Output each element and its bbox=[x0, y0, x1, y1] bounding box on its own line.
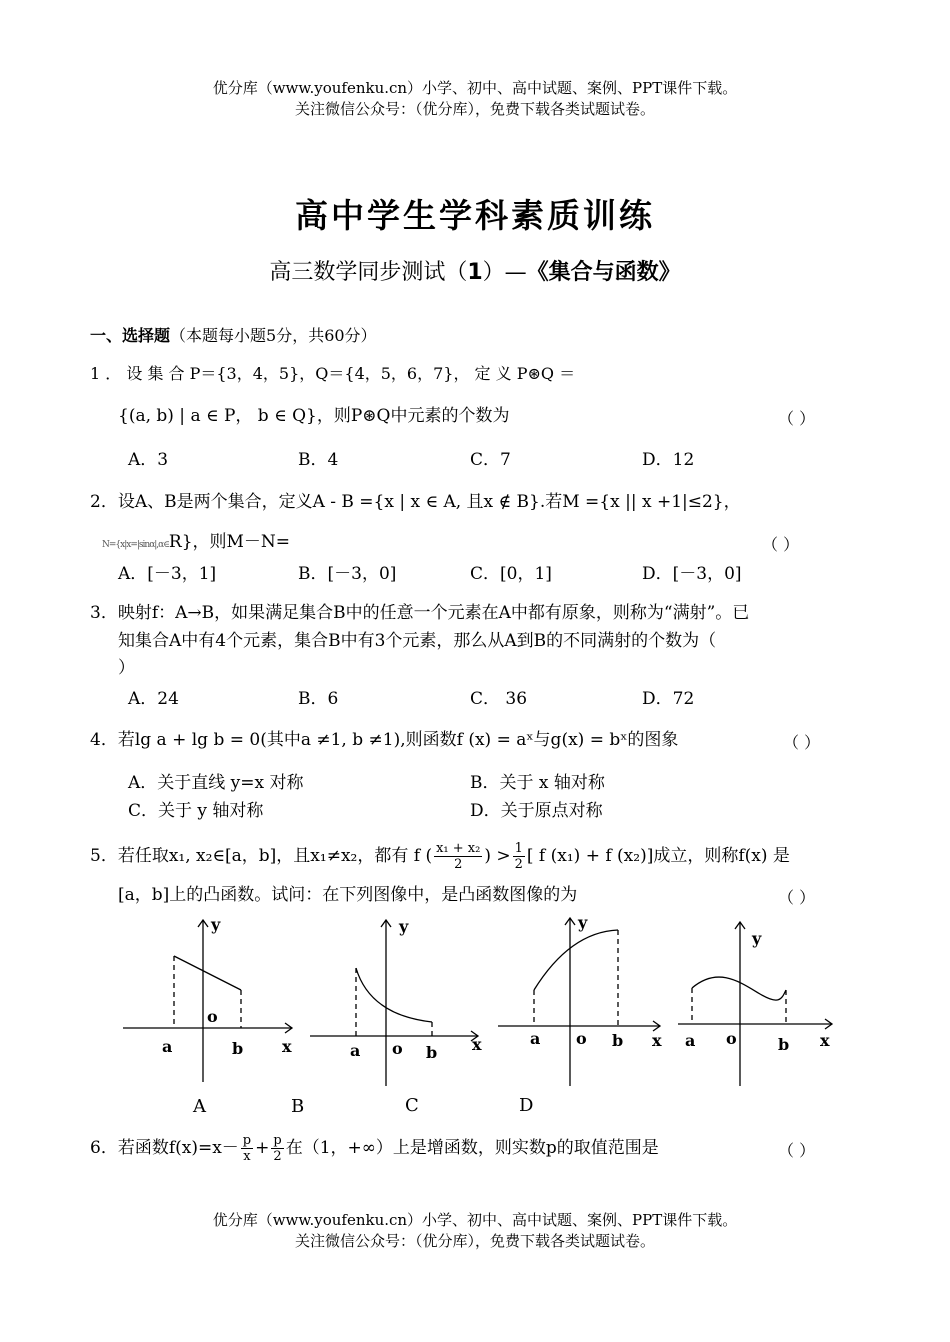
section-label: 一、选择题 bbox=[90, 326, 171, 345]
graph-b-a-label: a bbox=[350, 1041, 361, 1060]
q1-option-c: C．7 bbox=[470, 450, 511, 470]
q6-frac1-num: p bbox=[242, 1133, 252, 1148]
q5-frac2-den: 2 bbox=[514, 857, 523, 872]
q1-line2: {(a, b) | a ∈ P， b ∈ Q}，则P⊛Q中元素的个数为 bbox=[118, 406, 510, 426]
graph-b-o-label: o bbox=[392, 1039, 403, 1058]
q5-answer-paren: （ ） bbox=[778, 888, 816, 907]
q2-noise: N={x|x=|sinα|,α∈ bbox=[102, 540, 169, 550]
footer-line-2: 关注微信公众号：（优分库），免费下载各类试题试卷。 bbox=[294, 1232, 655, 1250]
graph-d-o-label: o bbox=[726, 1029, 737, 1048]
graph-d-x-label: x bbox=[820, 1031, 830, 1050]
graph-a-b-label: b bbox=[232, 1039, 244, 1058]
page-subtitle bbox=[0, 255, 950, 286]
q3-option-c: C． 36 bbox=[470, 689, 528, 709]
graph-c-x-label: x bbox=[652, 1031, 662, 1050]
q6-prefix: 6．若函数f(x)=x－ bbox=[90, 1138, 239, 1158]
q1-option-a: A．3 bbox=[128, 450, 169, 470]
graph-d-curve bbox=[692, 977, 786, 1000]
q4-option-a: A．关于直线 y=x 对称 bbox=[128, 773, 304, 793]
q5-line1 bbox=[90, 836, 790, 876]
q1-answer-paren: （ ） bbox=[778, 409, 816, 428]
q4-line1: 4．若lg a + lg b = 0(其中a ≠1, b ≠1),则函数f (x) = aˣ与g(x) = bˣ的图象 bbox=[90, 730, 679, 750]
graph-b-x-label: x bbox=[472, 1035, 482, 1054]
q5-suffix: [ f (x₁) + f (x₂)]成立，则称f(x) 是 bbox=[526, 846, 790, 866]
q3-option-d: D．72 bbox=[642, 689, 695, 709]
q6-frac2 bbox=[271, 1133, 283, 1164]
graph-c-a-label: a bbox=[530, 1029, 541, 1048]
graph-label-c: C bbox=[405, 1095, 419, 1116]
graph-a-curve bbox=[174, 956, 241, 990]
graph-b-curve bbox=[356, 968, 432, 1022]
header-line-1: 优分库（www.youfenku.cn）小学、初中、高中试题、案例、PPT课件下载。 bbox=[212, 79, 738, 97]
q3-line2: 知集合A中有4个元素，集合B中有3个元素，那么从A到B的不同满射的个数为（ bbox=[118, 631, 717, 651]
q2-line2-text: R}，则M－N= bbox=[168, 532, 291, 552]
q1-line1: 1 ． 设 集 合 P＝{3，4，5}，Q＝{4，5，6，7}， 定 义 P⊛Q ＝ bbox=[90, 364, 576, 383]
q5-frac2-num: 1 bbox=[514, 841, 523, 856]
section-note: （本题每小题5分，共60分） bbox=[170, 326, 377, 345]
graph-b bbox=[310, 920, 478, 1086]
footer-line-1: 优分库（www.youfenku.cn）小学、初中、高中试题、案例、PPT课件下载。 bbox=[212, 1211, 738, 1229]
q5-frac2 bbox=[513, 841, 525, 872]
q5-frac1 bbox=[434, 841, 482, 872]
q2-answer-paren: （ ） bbox=[762, 535, 800, 554]
graph-c-curve bbox=[534, 930, 618, 990]
q2-line2 bbox=[102, 530, 290, 557]
q3-option-a: A．24 bbox=[128, 689, 179, 709]
q6-plus: + bbox=[255, 1138, 270, 1158]
q5-frac1-den: 2 bbox=[454, 857, 463, 872]
graph-c-o-label: o bbox=[576, 1029, 587, 1048]
q4-option-c: C．关于 y 轴对称 bbox=[128, 801, 264, 821]
header-line-2: 关注微信公众号：（优分库），免费下载各类试题试卷。 bbox=[294, 100, 655, 118]
q3-option-b: B．6 bbox=[298, 689, 339, 709]
q3-line1: 3．映射f：A→B，如果满足集合B中的任意一个元素在A中都有原象，则称为“满射”。已 bbox=[90, 603, 750, 623]
q2-option-b: B．[－3，0] bbox=[298, 564, 397, 584]
q1-option-b: B．4 bbox=[298, 450, 339, 470]
q6-frac2-num: p bbox=[273, 1133, 282, 1148]
q2-option-a: A．[－3，1] bbox=[118, 564, 217, 584]
subtitle-mid: ）— bbox=[482, 260, 527, 285]
graph-label-b: B bbox=[291, 1096, 305, 1117]
q4-answer-paren: （ ） bbox=[783, 733, 821, 752]
graph-c bbox=[498, 918, 660, 1086]
subtitle-bold: 《集合与函数》 bbox=[526, 260, 681, 285]
q5-prefix: 5．若任取x₁, x₂∈[a，b]，且x₁≠x₂，都有 f ( bbox=[90, 846, 433, 866]
q6-frac1-den: x bbox=[243, 1149, 251, 1164]
q5-graphs bbox=[0, 910, 950, 1120]
graph-a bbox=[123, 920, 292, 1082]
q1-option-d: D．12 bbox=[642, 450, 695, 470]
graph-d-a-label: a bbox=[685, 1031, 696, 1050]
graph-b-y-label: y bbox=[399, 917, 409, 936]
q5-line2: [a，b]上的凸函数。试问：在下列图像中，是凸函数图像的为 bbox=[118, 885, 578, 905]
q2-option-c: C．[0，1] bbox=[470, 564, 552, 584]
q6-suffix: 在（1，+∞）上是增函数，则实数p的取值范围是 bbox=[285, 1138, 659, 1158]
graph-c-b-label: b bbox=[612, 1031, 624, 1050]
q2-line1: 2．设A、B是两个集合，定义A - B ={x | x ∈ A, 且x ∉ B}.若M ={x || x +1|≤2}， bbox=[90, 492, 741, 512]
q6-frac1 bbox=[241, 1133, 253, 1164]
q6-line1 bbox=[90, 1126, 659, 1170]
q6-answer-paren: （ ） bbox=[778, 1141, 816, 1160]
q4-option-d: D．关于原点对称 bbox=[470, 801, 603, 821]
q3-line3: ） bbox=[118, 658, 135, 678]
graph-label-d: D bbox=[519, 1095, 534, 1116]
q6-frac2-den: 2 bbox=[273, 1149, 282, 1164]
graph-c-y-label: y bbox=[578, 913, 588, 932]
graph-a-a-label: a bbox=[162, 1037, 173, 1056]
q4-option-b: B．关于 x 轴对称 bbox=[470, 773, 605, 793]
subtitle-num: 1 bbox=[467, 260, 483, 285]
page-title: 高中学生学科素质训练 bbox=[295, 196, 655, 235]
graph-d-y-label: y bbox=[752, 929, 762, 948]
q5-frac1-num: x₁ + x₂ bbox=[436, 841, 481, 856]
graph-b-b-label: b bbox=[426, 1043, 438, 1062]
graph-a-o-label: o bbox=[207, 1007, 218, 1026]
graph-a-x-label: x bbox=[282, 1037, 292, 1056]
graph-label-a: A bbox=[193, 1096, 206, 1117]
q5-mid: ) > bbox=[484, 846, 511, 866]
section-heading bbox=[90, 324, 377, 348]
q2-option-d: D．[－3，0] bbox=[642, 564, 742, 584]
graph-d-b-label: b bbox=[778, 1035, 790, 1054]
graph-a-y-label: y bbox=[211, 915, 221, 934]
subtitle-prefix: 高三数学同步测试（ bbox=[269, 260, 468, 285]
